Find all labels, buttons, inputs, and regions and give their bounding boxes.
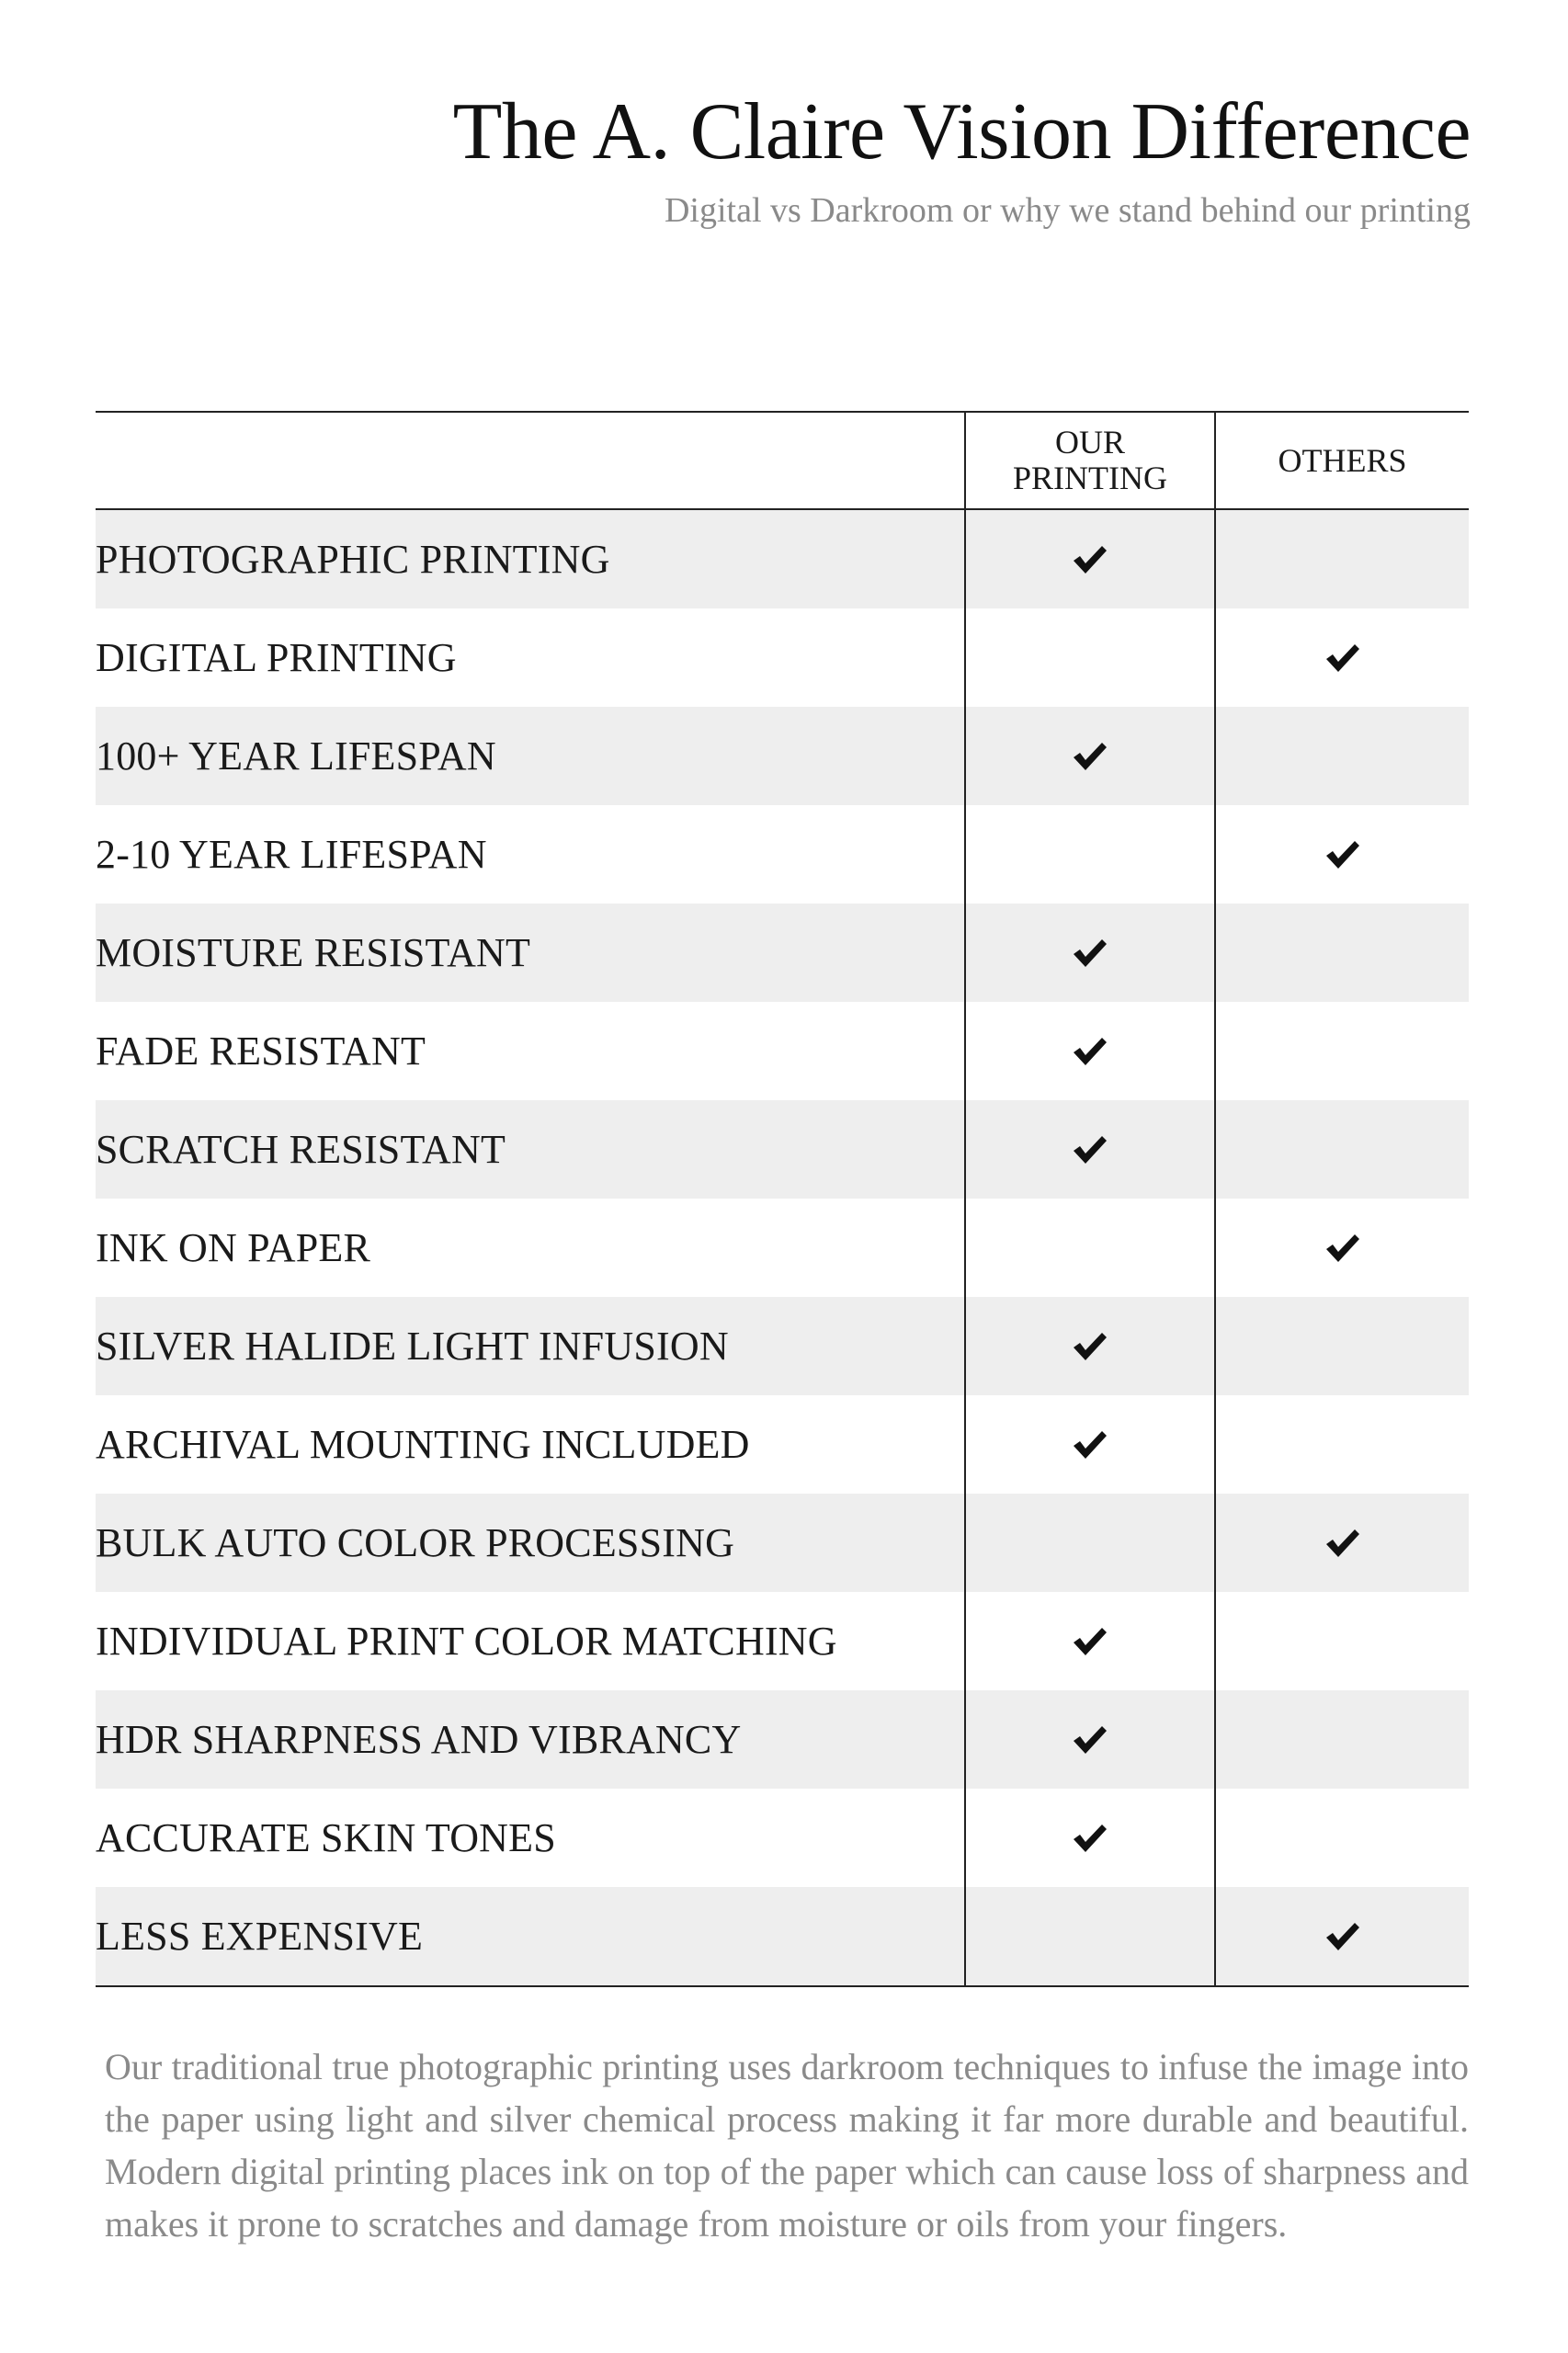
page-header xyxy=(452,87,1471,230)
others-cell xyxy=(1215,1100,1469,1199)
our-printing-cell xyxy=(965,1887,1215,1986)
table-row xyxy=(96,1690,1469,1789)
others-cell xyxy=(1215,1395,1469,1494)
our-printing-cell xyxy=(965,1592,1215,1690)
others-cell xyxy=(1215,509,1469,608)
our-printing-cell xyxy=(965,608,1215,707)
feature-label: MOISTURE RESISTANT xyxy=(96,904,965,1002)
feature-label: INK ON PAPER xyxy=(96,1225,371,1270)
comparison-table-container xyxy=(96,411,1469,1987)
our-printing-cell xyxy=(965,805,1215,904)
column-header-others: OTHERS xyxy=(1215,412,1469,509)
table-row xyxy=(96,608,1469,707)
checkmark-icon xyxy=(1072,543,1108,576)
table-row xyxy=(96,1100,1469,1199)
our-printing-cell xyxy=(965,707,1215,805)
column-header-our-printing-line2: PRINTING xyxy=(1013,460,1167,496)
others-cell xyxy=(1215,1887,1469,1986)
comparison-table xyxy=(96,411,1469,1987)
table-row xyxy=(96,1592,1469,1690)
checkmark-icon xyxy=(1072,1428,1108,1461)
feature-label: 2-10 YEAR LIFESPAN xyxy=(96,832,487,877)
others-cell xyxy=(1215,1592,1469,1690)
page-subtitle: Digital vs Darkroom or why we stand behind our printing xyxy=(664,191,1471,230)
our-printing-cell xyxy=(965,904,1215,1002)
table-row xyxy=(96,1887,1469,1986)
table-row xyxy=(96,1395,1469,1494)
checkmark-icon xyxy=(1072,1330,1108,1363)
table-row xyxy=(96,904,1469,1002)
checkmark-icon xyxy=(1324,642,1361,675)
our-printing-cell xyxy=(965,509,1215,608)
others-cell xyxy=(1215,608,1469,707)
our-printing-cell xyxy=(965,1002,1215,1100)
our-printing-cell xyxy=(965,1395,1215,1494)
feature-label: ACCURATE SKIN TONES xyxy=(96,1815,556,1860)
checkmark-icon xyxy=(1072,1822,1108,1855)
feature-label: PHOTOGRAPHIC PRINTING xyxy=(96,509,965,608)
feature-label: HDR SHARPNESS AND VIBRANCY xyxy=(96,1690,965,1789)
footer-paragraph: Our traditional true photographic printing uses darkroom techniques to infuse the image into the paper using light and silver chemical process making it far more durable and beautiful. Modern digital printing places ink on top of the paper which can cause loss of sharpness and makes it prone to scratches and damage from moisture or oils from your fingers. xyxy=(105,2046,1469,2245)
checkmark-icon xyxy=(1324,1527,1361,1560)
feature-label: INDIVIDUAL PRINT COLOR MATCHING xyxy=(96,1619,837,1664)
our-printing-cell xyxy=(965,1690,1215,1789)
feature-label: 100+ YEAR LIFESPAN xyxy=(96,707,965,805)
checkmark-icon xyxy=(1072,1035,1108,1068)
our-printing-cell xyxy=(965,1297,1215,1395)
table-row xyxy=(96,1297,1469,1395)
others-cell xyxy=(1215,1002,1469,1100)
others-cell xyxy=(1215,1690,1469,1789)
our-printing-cell xyxy=(965,1789,1215,1887)
table-row xyxy=(96,1494,1469,1592)
table-row xyxy=(96,509,1469,608)
others-cell xyxy=(1215,1494,1469,1592)
others-cell xyxy=(1215,1789,1469,1887)
feature-label: DIGITAL PRINTING xyxy=(96,635,457,680)
checkmark-icon xyxy=(1072,1625,1108,1658)
table-row xyxy=(96,1199,1469,1297)
page-title: The A. Claire Vision Difference xyxy=(452,87,1471,176)
column-header-our-printing-line1: OUR xyxy=(1054,424,1125,461)
table-row xyxy=(96,1789,1469,1887)
table-header-row xyxy=(96,412,1469,509)
checkmark-icon xyxy=(1072,1133,1108,1166)
column-header-feature xyxy=(96,412,965,509)
checkmark-icon xyxy=(1324,1232,1361,1265)
checkmark-icon xyxy=(1072,937,1108,970)
our-printing-cell xyxy=(965,1100,1215,1199)
feature-label: SCRATCH RESISTANT xyxy=(96,1100,965,1199)
table-row xyxy=(96,1002,1469,1100)
checkmark-icon xyxy=(1072,740,1108,773)
others-cell xyxy=(1215,1199,1469,1297)
table-row xyxy=(96,707,1469,805)
checkmark-icon xyxy=(1324,1920,1361,1953)
feature-label: FADE RESISTANT xyxy=(96,1029,426,1074)
feature-label: BULK AUTO COLOR PROCESSING xyxy=(96,1494,965,1592)
feature-label: ARCHIVAL MOUNTING INCLUDED xyxy=(96,1422,750,1467)
others-cell xyxy=(1215,1297,1469,1395)
others-cell xyxy=(1215,707,1469,805)
others-cell xyxy=(1215,904,1469,1002)
others-cell xyxy=(1215,805,1469,904)
our-printing-cell xyxy=(965,1494,1215,1592)
checkmark-icon xyxy=(1324,838,1361,871)
comparison-table-body xyxy=(96,509,1469,1986)
column-header-our-printing xyxy=(965,412,1215,509)
our-printing-cell xyxy=(965,1199,1215,1297)
feature-label: LESS EXPENSIVE xyxy=(96,1887,965,1986)
feature-label: SILVER HALIDE LIGHT INFUSION xyxy=(96,1297,965,1395)
checkmark-icon xyxy=(1072,1723,1108,1756)
table-row xyxy=(96,805,1469,904)
